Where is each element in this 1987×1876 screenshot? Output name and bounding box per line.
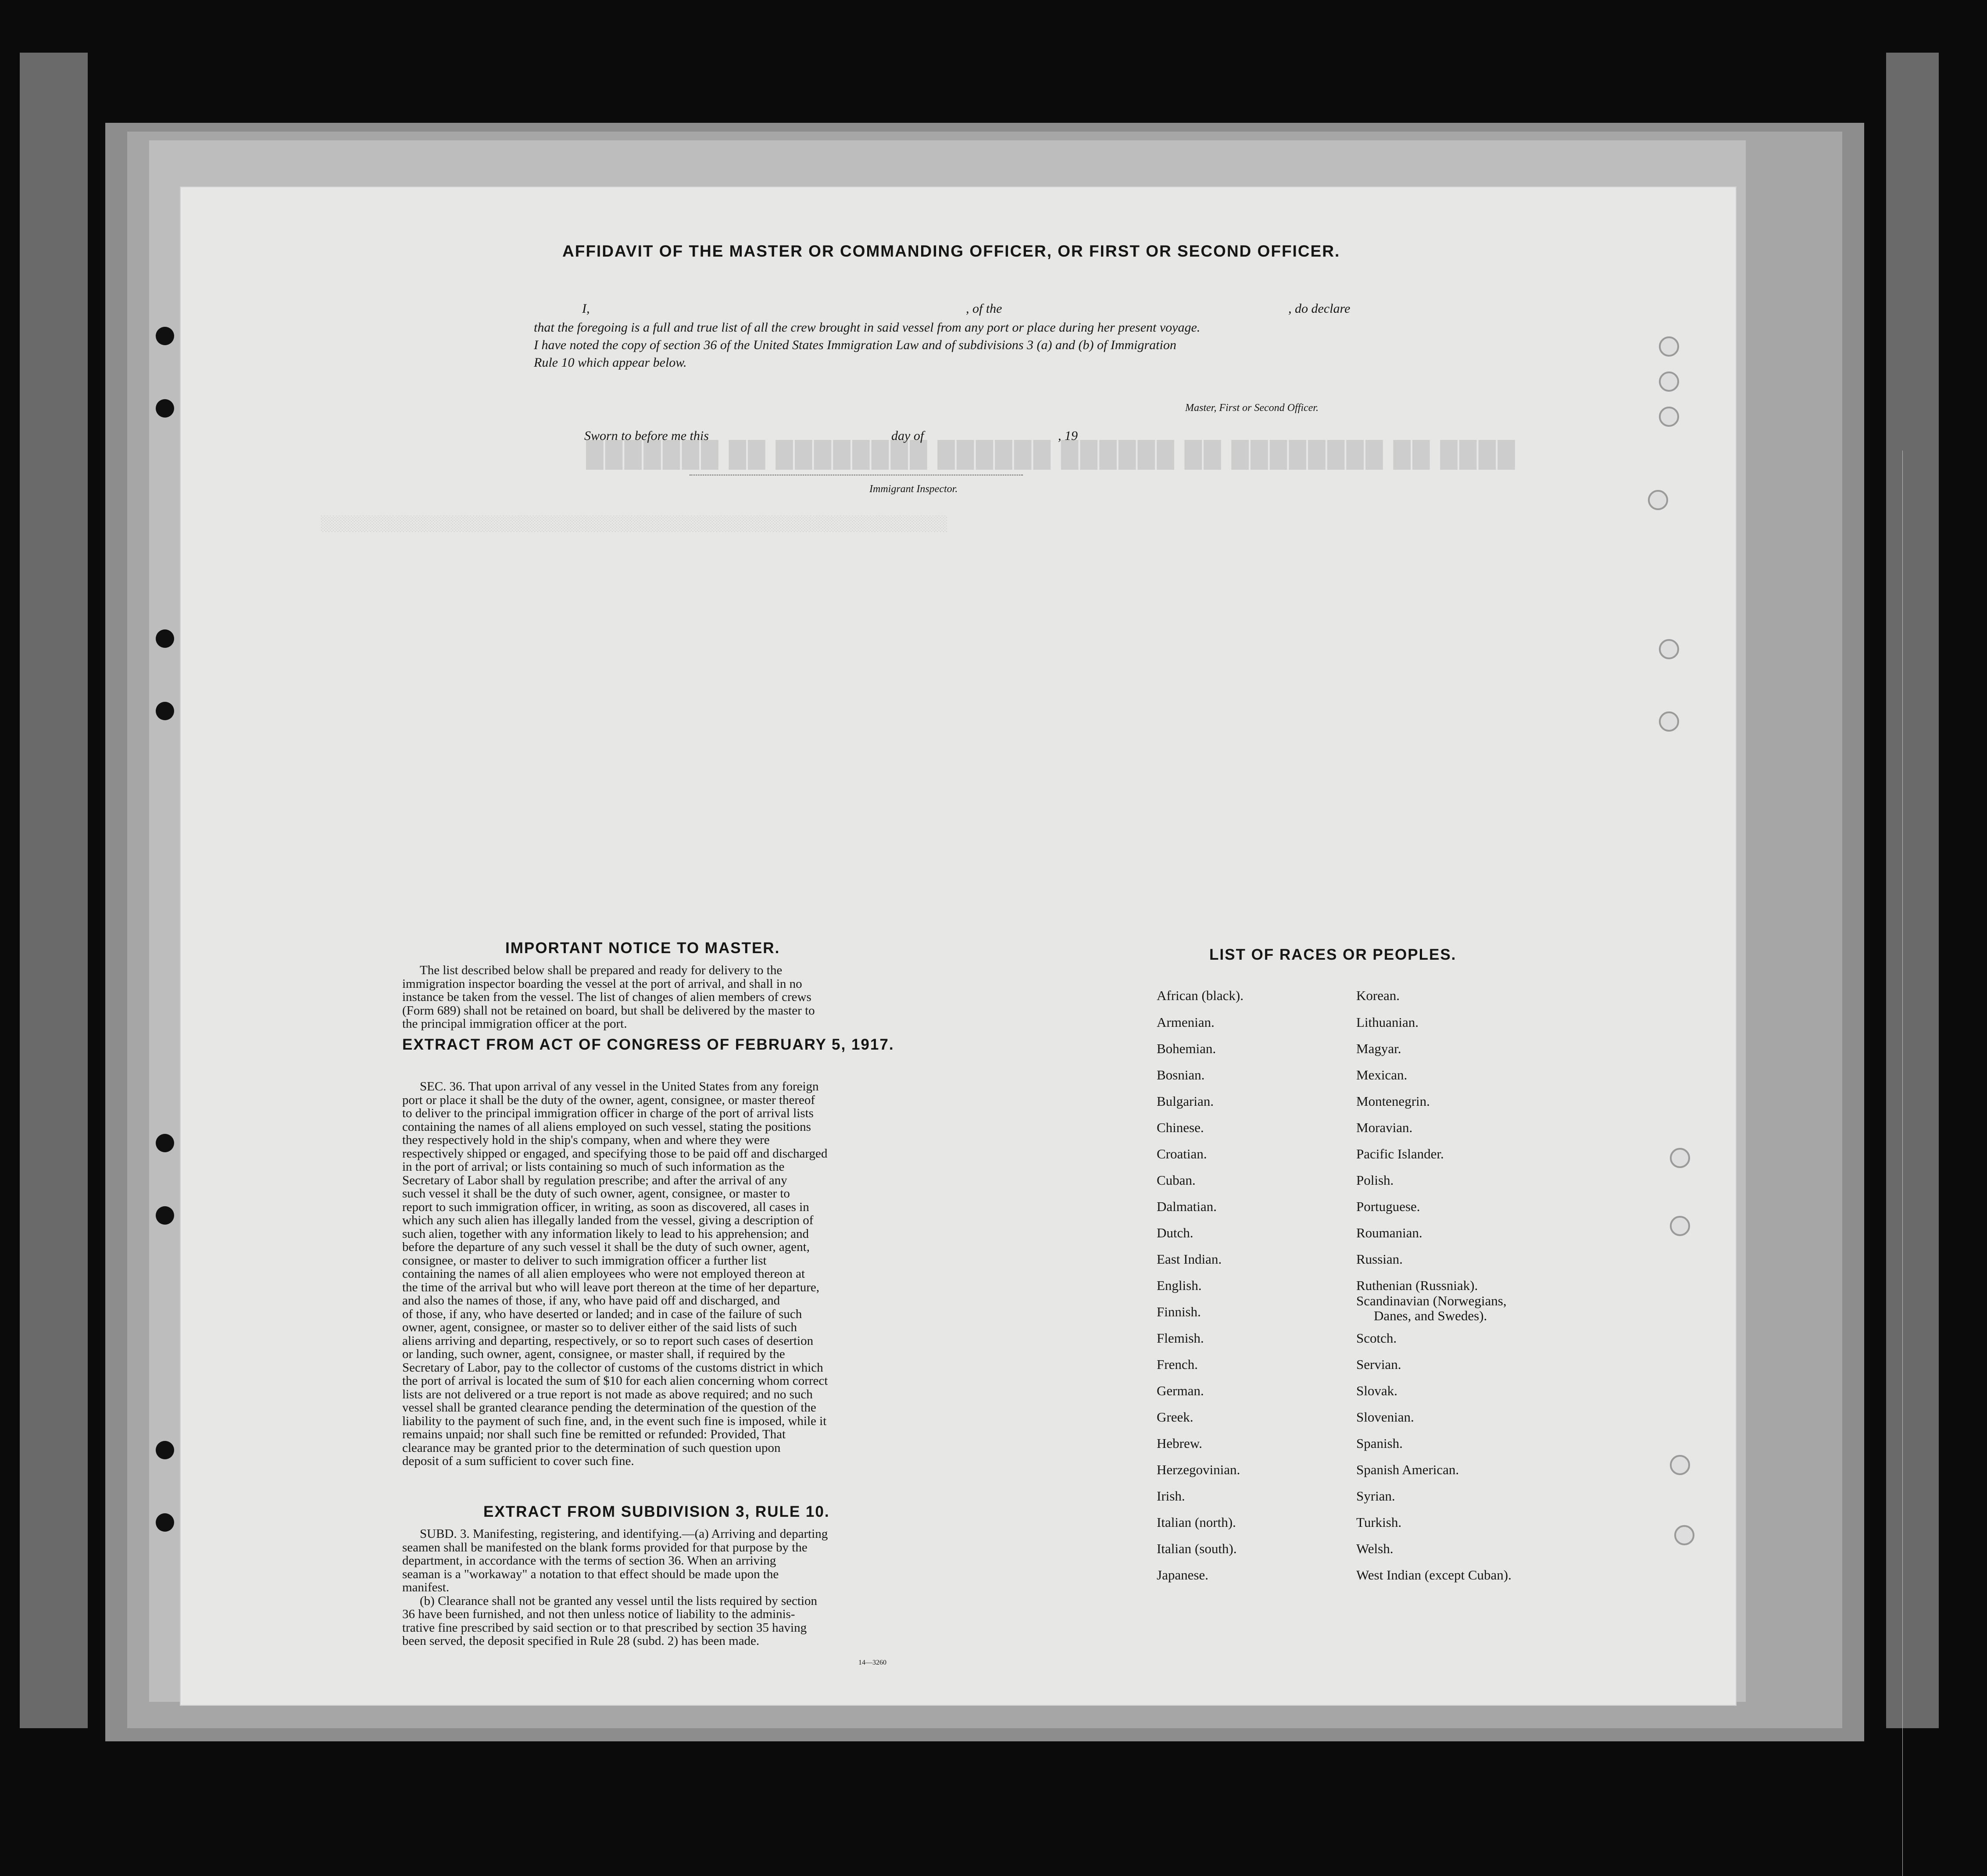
affidavit-title: AFFIDAVIT OF THE MASTER OR COMMANDING OFFICER, OR FIRST OR SECOND OFFICER. (562, 242, 1340, 260)
race-left: Flemish. (1157, 1330, 1204, 1346)
race-right: Korean. (1356, 988, 1400, 1003)
act-line: to deliver to the principal immigration officer in charge of the port of arrival lists (402, 1106, 814, 1120)
act-line: Secretary of Labor shall by regulation prescribe; and after the arrival of any (402, 1173, 787, 1187)
affidavit-do-declare: , do declare (1288, 301, 1351, 316)
race-right: Turkish. (1356, 1515, 1402, 1530)
ring-hole (1648, 490, 1668, 510)
race-right: Ruthenian (Russniak). (1356, 1278, 1478, 1293)
race-right: Spanish. (1356, 1436, 1403, 1451)
bleed-through-row: ░░░░░░░░░░░░░░░░░░░░░░░░░░░░░░░░░░░░░░░░░░░░░░░░░░░░░░░░░░░░░░░░░░░░░░ (321, 516, 948, 533)
race-left: Bulgarian. (1157, 1093, 1214, 1109)
race-right: Roumanian. (1356, 1225, 1422, 1240)
act-line: owner, agent, consignee, or master so to deliver either of the said lists of such (402, 1320, 797, 1334)
ring-hole (1659, 711, 1679, 732)
act-line: consignee, or master to deliver to such immigration officer a further list (402, 1253, 767, 1268)
race-right: Scotch. (1356, 1330, 1397, 1346)
race-right: West Indian (except Cuban). (1356, 1567, 1512, 1583)
act-line: and also the names of those, if any, who have paid off and discharged, and (402, 1294, 780, 1308)
act-line: such alien, together with any information likely to lead to his apprehension; and (402, 1226, 809, 1241)
rule-extract-body (402, 1527, 913, 1648)
ring-hole (1659, 336, 1679, 357)
race-right: Montenegrin. (1356, 1093, 1430, 1109)
binder-left (20, 53, 88, 1728)
punch-hole (156, 1441, 174, 1459)
rule-line: been served, the deposit specified in Rule 28 (subd. 2) has been made. (402, 1634, 760, 1648)
ring-hole (1670, 1216, 1690, 1236)
manifest-page (180, 186, 1737, 1706)
notice-line: the principal immigration officer at the port. (402, 1017, 627, 1031)
race-left: Japanese. (1157, 1567, 1208, 1583)
race-right: Welsh. (1356, 1541, 1394, 1556)
act-extract-title: EXTRACT FROM ACT OF CONGRESS OF FEBRUARY 5, 1917. (402, 1036, 894, 1053)
ring-hole (1670, 1148, 1690, 1168)
act-line: the port of arrival is located the sum of $10 for each alien concerning whom correct (402, 1374, 828, 1388)
race-left: Bosnian. (1157, 1067, 1205, 1083)
race-left: German. (1157, 1383, 1204, 1398)
race-right: Danes, and Swedes). (1374, 1308, 1487, 1323)
day-of-label: day of (891, 429, 924, 443)
notice-line: instance be taken from the vessel. The list of changes of alien members of crews (402, 990, 811, 1004)
act-line: aliens arriving and departing, respectively, or so to report such cases of desertion (402, 1333, 814, 1348)
ring-hole (1659, 407, 1679, 427)
race-right: Polish. (1356, 1172, 1394, 1188)
notice-line: immigration inspector boarding the vessel at the port of arrival, and shall in no (402, 976, 802, 991)
rule-line: SUBD. 3. Manifesting, registering, and identifying.—(a) Arriving and departing (420, 1527, 828, 1541)
act-line: deposit of a sum sufficient to cover such fine. (402, 1454, 634, 1468)
race-left: Chinese. (1157, 1120, 1204, 1135)
inspector-caption: Immigrant Inspector. (869, 483, 958, 495)
act-line: remains unpaid; nor shall such fine be remitted or refunded: Provided, That (402, 1427, 786, 1441)
race-right: Syrian. (1356, 1488, 1395, 1504)
race-left: Bohemian. (1157, 1041, 1216, 1056)
act-line: of those, if any, who have deserted or landed; and in case of the failure of such (402, 1307, 802, 1321)
act-extract-body (402, 1080, 913, 1468)
ring-hole (1659, 372, 1679, 392)
race-left: Greek. (1157, 1409, 1194, 1425)
rule-line: 36 have been furnished, and not then unless notice of liability to the adminis- (402, 1607, 795, 1621)
bleed-through-heading: ████ ██ ████████ ██ ██████ ██████ ████████ ██ ███████ (584, 440, 1515, 468)
punch-hole (156, 1513, 174, 1532)
act-line: before the departure of any such vessel it shall be the duty of such owner, agent, (402, 1240, 810, 1254)
race-right: Slovak. (1356, 1383, 1397, 1398)
act-line: liability to the payment of such fine, and, in the event such fine is imposed, while it (402, 1414, 827, 1428)
ring-hole (1674, 1525, 1694, 1545)
race-right: Portuguese. (1356, 1199, 1420, 1214)
rule-line: department, in accordance with the terms of section 36. When an arriving (402, 1554, 776, 1568)
race-left: Italian (north). (1157, 1515, 1236, 1530)
notice-body (402, 964, 913, 1031)
race-left: Italian (south). (1157, 1541, 1237, 1556)
signature-caption: Master, First or Second Officer. (1185, 402, 1319, 414)
race-left: Armenian. (1157, 1015, 1215, 1030)
punch-hole (156, 1134, 174, 1152)
act-line: lists are not delivered or a true report is not made as above required; and no such (402, 1387, 813, 1401)
act-line: such vessel it shall be the duty of such owner, agent, consignee, or master to (402, 1186, 790, 1201)
margin-rule (1902, 450, 1903, 1876)
race-left: Croatian. (1157, 1146, 1207, 1161)
rule-line: seamen shall be manifested on the blank forms provided for that purpose by the (402, 1540, 808, 1554)
affidavit-line-4: Rule 10 which appear below. (534, 355, 687, 370)
race-left: French. (1157, 1357, 1198, 1372)
race-right: Mexican. (1356, 1067, 1408, 1083)
race-right: Lithuanian. (1356, 1015, 1419, 1030)
notice-line: The list described below shall be prepared and ready for delivery to the (420, 963, 783, 977)
form-number: 14—3260 (858, 1659, 886, 1666)
race-left: Hebrew. (1157, 1436, 1202, 1451)
rule-line: (b) Clearance shall not be granted any vessel until the lists required by section (420, 1594, 817, 1608)
race-right: Pacific Islander. (1356, 1146, 1444, 1161)
act-line: or landing, such owner, agent, consignee, or master shall, if required by the (402, 1347, 785, 1361)
act-line: containing the names of all aliens employed on such vessel, stating the positions (402, 1119, 811, 1134)
affidavit-i-label: I, (582, 301, 590, 316)
act-line: containing the names of all alien employees who were not employed thereon at (402, 1267, 805, 1281)
affidavit-line-2: that the foregoing is a full and true list of all the crew brought in said vessel from any port or place during her present voyage. (534, 320, 1201, 335)
sworn-label: Sworn to before me this (584, 429, 709, 443)
race-left: Dutch. (1157, 1225, 1194, 1240)
race-left: Finnish. (1157, 1304, 1201, 1319)
punch-hole (156, 702, 174, 720)
races-title: LIST OF RACES OR PEOPLES. (1209, 946, 1457, 963)
ring-hole (1659, 639, 1679, 659)
race-left: Herzegovinian. (1157, 1462, 1240, 1477)
race-left: Irish. (1157, 1488, 1185, 1504)
rule-line: seaman is a "workaway" a notation to that effect should be made upon the (402, 1567, 779, 1581)
act-line: SEC. 36. That upon arrival of any vessel in the United States from any foreign (420, 1079, 819, 1093)
notice-line: (Form 689) shall not be retained on board, but shall be delivered by the master to (402, 1003, 815, 1018)
race-right: Servian. (1356, 1357, 1401, 1372)
punch-hole (156, 629, 174, 648)
race-right: Russian. (1356, 1251, 1403, 1267)
year-label: , 19 (1058, 429, 1078, 443)
binder-right (1886, 53, 1939, 1728)
act-line: respectively shipped or engaged, and specifying those to be paid off and discharged (402, 1146, 828, 1161)
race-right: Slovenian. (1356, 1409, 1414, 1425)
race-left: English. (1157, 1278, 1202, 1293)
affidavit-of-the: , of the (966, 301, 1002, 316)
act-line: the time of the arrival but who will leave port thereon at the time of her departure, (402, 1280, 820, 1294)
act-line: report to such immigration officer, in writing, as soon as discovered, all cases in (402, 1200, 809, 1214)
race-right: Moravian. (1356, 1120, 1413, 1135)
rule-line: manifest. (402, 1580, 450, 1594)
act-line: vessel shall be granted clearance pending the determination of the question of the (402, 1401, 816, 1415)
affidavit-line-3: I have noted the copy of section 36 of the United States Immigration Law and of subdivisions 3 (a) and (b) of Immigration (534, 338, 1176, 352)
act-line: clearance may be granted prior to the determination of such question upon (402, 1440, 781, 1455)
race-right: Magyar. (1356, 1041, 1401, 1056)
act-line: they respectively hold in the ship's company, when and where they were (402, 1133, 770, 1147)
act-line: in the port of arrival; or lists containing so much of such information as the (402, 1160, 785, 1174)
race-left: Dalmatian. (1157, 1199, 1217, 1214)
race-left: African (black). (1157, 988, 1244, 1003)
punch-hole (156, 399, 174, 418)
rule-extract-title: EXTRACT FROM SUBDIVISION 3, RULE 10. (483, 1503, 830, 1520)
rule-line: trative fine prescribed by said section or to that prescribed by section 35 having (402, 1620, 807, 1635)
punch-hole (156, 327, 174, 345)
act-line: Secretary of Labor, pay to the collector of customs of the customs district in which (402, 1360, 823, 1375)
notice-title: IMPORTANT NOTICE TO MASTER. (505, 940, 780, 957)
race-right: Spanish American. (1356, 1462, 1459, 1477)
punch-hole (156, 1206, 174, 1225)
act-line: which any such alien has illegally landed from the vessel, giving a description of (402, 1213, 814, 1227)
race-right: Scandinavian (Norwegians, (1356, 1293, 1507, 1308)
ring-hole (1670, 1455, 1690, 1475)
race-left: Cuban. (1157, 1172, 1196, 1188)
race-left: East Indian. (1157, 1251, 1222, 1267)
act-line: port or place it shall be the duty of the owner, agent, consignee, or master thereof (402, 1093, 815, 1107)
